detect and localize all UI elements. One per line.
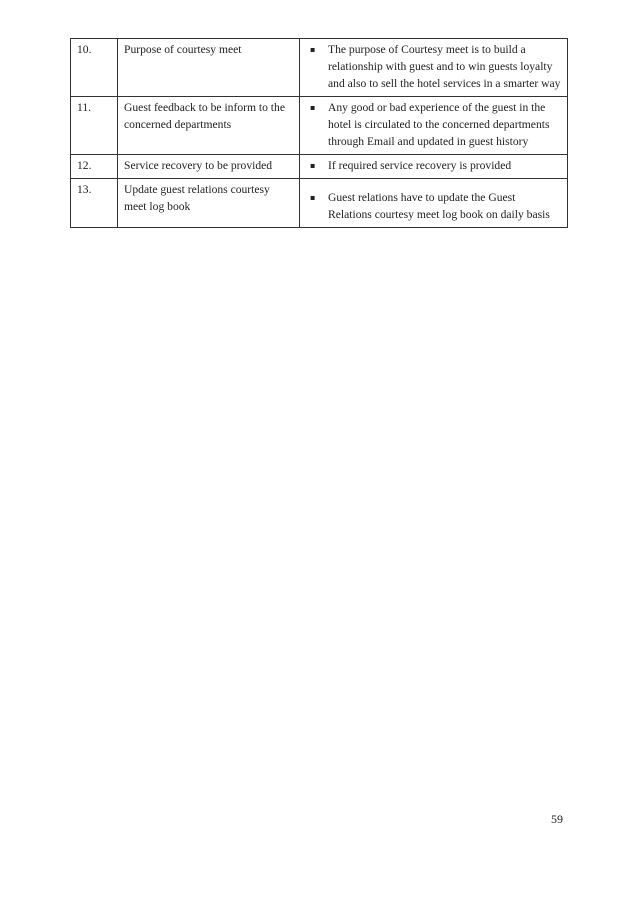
table-row — [71, 155, 568, 179]
step-description — [300, 179, 568, 228]
description-text: Guest relations have to update the Guest Relations courtesy meet log book on daily basis — [328, 191, 550, 221]
table-row — [71, 97, 568, 155]
step-title: Guest feedback to be inform to the concerned departments — [118, 97, 300, 155]
description-text: If required service recovery is provided — [328, 159, 512, 172]
step-description — [300, 155, 568, 179]
step-number: 10. — [71, 39, 118, 97]
square-bullet-icon: ▪ — [310, 193, 316, 202]
step-number: 11. — [71, 97, 118, 155]
step-description — [300, 97, 568, 155]
procedure-table — [70, 38, 568, 228]
square-bullet-icon: ▪ — [310, 161, 316, 170]
step-number: 12. — [71, 155, 118, 179]
description-text: The purpose of Courtesy meet is to build a relationship with guest and to win guests loyalty and also to sell the hotel services in a smarter way — [328, 43, 561, 90]
table-row — [71, 179, 568, 228]
description-text: Any good or bad experience of the guest in the hotel is circulated to the concerned departments through Email and updated in guest history — [328, 101, 550, 148]
step-number: 13. — [71, 179, 118, 228]
page-number: 59 — [551, 812, 563, 826]
step-title: Update guest relations courtesy meet log book — [118, 179, 300, 228]
table-row — [71, 39, 568, 97]
square-bullet-icon: ▪ — [310, 103, 316, 112]
step-title: Service recovery to be provided — [118, 155, 300, 179]
step-description — [300, 39, 568, 97]
square-bullet-icon: ▪ — [310, 45, 316, 54]
step-title: Purpose of courtesy meet — [118, 39, 300, 97]
